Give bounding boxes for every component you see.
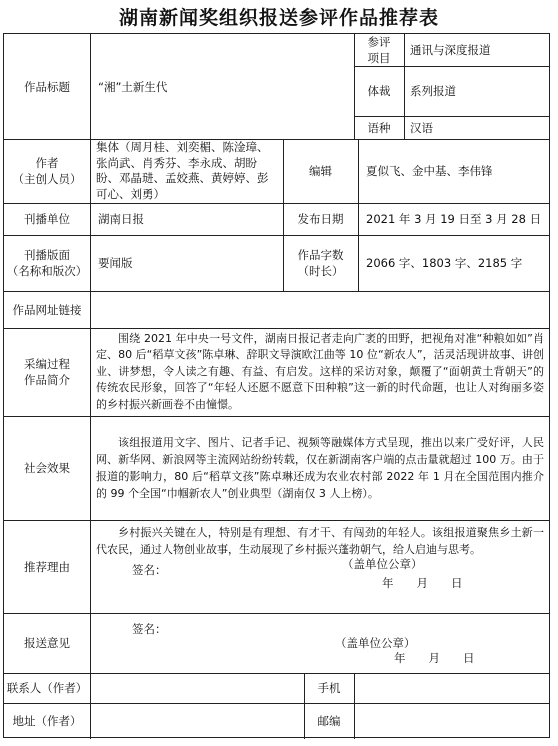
language-value: 汉语 [410, 120, 433, 135]
publisher-label: 刊播单位 [24, 212, 70, 226]
address-label: 地址（作者） [12, 714, 82, 728]
contact-label: 联系人（作者） [6, 681, 88, 695]
reason-stamp: （盖单位公章） [342, 557, 423, 571]
effect-label: 社会效果 [24, 461, 70, 475]
category-label: 参评 项目 [367, 35, 391, 65]
editor-label: 编辑 [309, 164, 332, 178]
author-value: 集体（周月桂、刘奕楣、陈淦璋、张尚武、肖秀芬、李永成、胡盼盼、邓晶琎、孟姣燕、黄婷婷、彭可心、刘勇） [96, 140, 269, 201]
reason-label: 推荐理由 [24, 559, 70, 574]
page-version-label: 刊播版面 （名称和版次） [6, 248, 88, 278]
summary-label: 采编过程 作品简介 [24, 357, 70, 387]
genre-label: 体裁 [367, 84, 391, 98]
effect-text: 该组报道用文字、图片、记者手记、视频等融媒体方式呈现，推出以来广受好评，人民网、新华网、新浪网等主流网站纷纷转载，仅在新湖南客户端的点击量就超过 100 万。由于报道的影响力，80 后“稻草文孩”陈卓琳还成为农业农村部 2022 年 1 月在全国范围内推介的 99 个全国“巾帼新农人”创业典型（湖南仅 3 人上榜）。 [96, 436, 544, 500]
work-title-label: 作品标题 [24, 79, 70, 94]
publisher-value: 湖南日报 [98, 212, 144, 226]
genre-value: 系列报道 [410, 84, 456, 98]
work-title-value: “湘”土新生代 [98, 79, 168, 94]
pub-date-label: 发布日期 [297, 212, 344, 226]
summary-text: 围绕 2021 年中央一号文件，湖南日报记者走向广袤的田野，把视角对准“种粮如如”肖定、80 后“稻草文孩”陈卓琳、辞职文导演欧江曲等 10 位“新农人”，活灵活现讲故事、讲创业、讲梦想，令人读之有趣、有益、有启发。这样的采访对象，颠覆了“面朝黄土背朝天”的传统农民形象，回答了“年轻人还愿不愿意下田种粮”这一新的时代命题，也让人对绚丽多姿的乡村振兴新画卷不由憧憬。 [96, 331, 544, 411]
author-label: 作者 （主创人员） [12, 156, 82, 186]
reason-date: 年 月 日 [382, 576, 463, 590]
page-version-value: 要闻版 [98, 256, 133, 270]
postcode-label: 邮编 [317, 714, 341, 728]
opinion-label: 报送意见 [24, 636, 70, 650]
opinion-sign: 签名： [132, 622, 167, 636]
url-value [90, 291, 550, 328]
word-count-label: 作品字数 （时长） [297, 248, 344, 278]
address-value [90, 703, 304, 739]
opinion-date: 年 月 日 [394, 651, 475, 665]
url-label: 作品网址链接 [12, 302, 82, 317]
word-count-value: 2066 字、1803 字、2185 字 [366, 256, 523, 270]
pub-date-value: 2021 年 3 月 19 日至 3 月 28 日 [366, 212, 542, 226]
reason-sign: 签名： [132, 563, 167, 577]
contact-value [90, 673, 304, 703]
category-value: 通讯与深度报道 [410, 43, 491, 57]
recommendation-form [3, 33, 550, 738]
phone-value [354, 673, 550, 703]
opinion-stamp: （盖单位公章） [335, 636, 416, 650]
language-label: 语种 [367, 120, 391, 135]
form-title: 湖南新闻奖组织报送参评作品推荐表 [118, 7, 439, 29]
postcode-value [354, 703, 550, 739]
editor-value: 夏似飞、金中基、李伟锋 [366, 164, 493, 178]
reason-text: 乡村振兴关键在人，特别是有理想、有才干、有闯劲的年轻人。该组报道聚焦乡土新一代农民，通过人物创业故事，生动展现了乡村振兴蓬勃朝气，给人启迪与思考。 [96, 526, 544, 556]
phone-label: 手机 [317, 681, 341, 695]
